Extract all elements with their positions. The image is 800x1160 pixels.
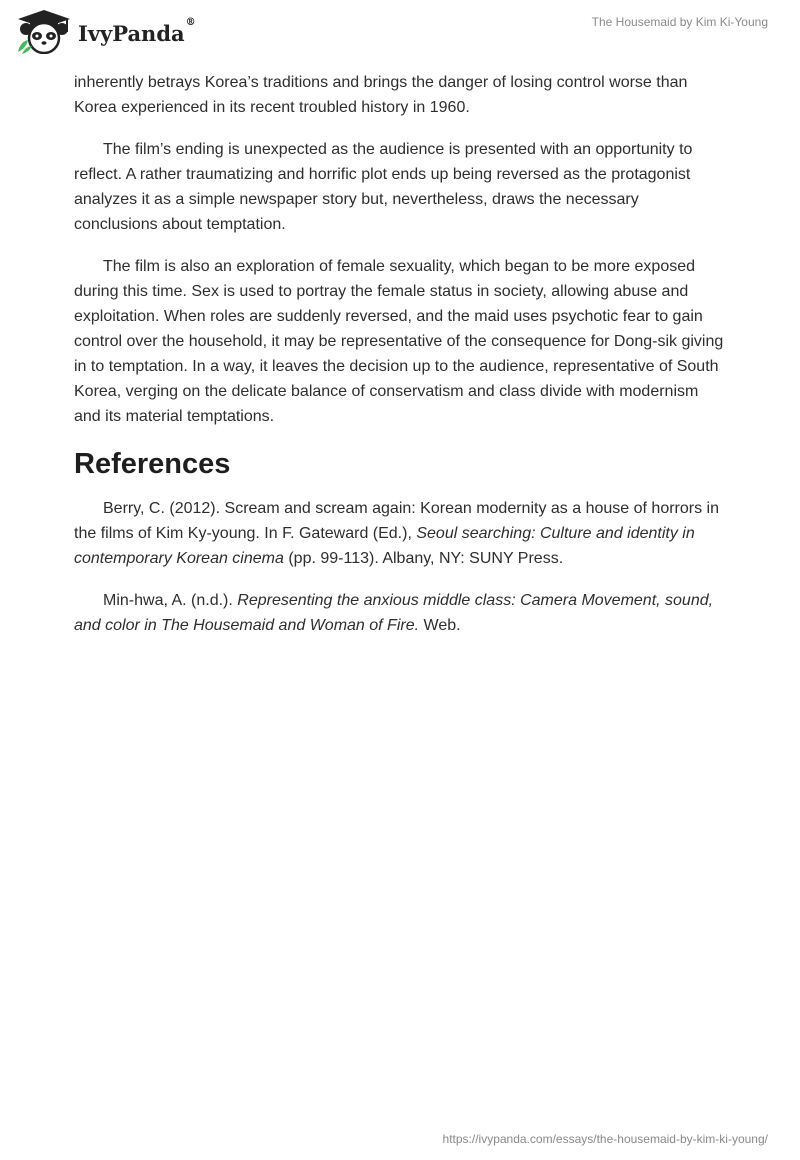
reference-entry	[74, 496, 726, 571]
paragraph-continued: inherently betrays Korea’s traditions and brings the danger of losing control worse than Korea experienced in its recent troubled history in 1960.	[74, 74, 688, 116]
page-header	[0, 0, 800, 70]
paragraph-female-sexuality: The film is also an exploration of female sexuality, which began to be more exposed during this time. Sex is used to portray the female status in society, allowing abuse and exploitation. When roles are suddenly reversed, and the maid uses psychotic fear to gain control over the household, it may be representative of the consequence for Dong-sik giving in to temptation. In a way, it leaves the decision up to the audience, representative of South Korea, verging on the delicate balance of conservatism and class divide with modernism and its material temptations.	[74, 258, 724, 425]
reference-text: Web.	[419, 617, 461, 634]
paragraph-ending: The film’s ending is unexpected as the audience is presented with an opportunity to reflect. A rather traumatizing and horrific plot ends up being reversed as the protagonist analyzes it as a simple newspaper story but, nevertheless, draws the necessary conclusions about temptation.	[74, 141, 693, 233]
reference-text: Berry, C. (2012). Scream and scream again: Korean modernity as a house of horrors in the films of Kim Ky-young. In F. Gateward (Ed.),	[74, 500, 719, 542]
brand-name: IvyPanda®	[78, 16, 196, 46]
reference-title: Representing the anxious middle class: Camera Movement, sound, and color in The Housemaid and Woman of Fire.	[74, 592, 714, 634]
reference-text: Min-hwa, A. (n.d.).	[103, 592, 238, 609]
document-title: The Housemaid by Kim Ki-Young	[591, 15, 768, 29]
reference-entry	[74, 588, 726, 638]
panda-logo-icon	[14, 8, 74, 54]
reference-text: (pp. 99-113). Albany, NY: SUNY Press.	[283, 550, 564, 567]
references-heading: References	[74, 448, 231, 480]
ivypanda-logo[interactable]	[14, 8, 196, 54]
source-url-link[interactable]: https://ivypanda.com/essays/the-housemaid-by-kim-ki-young/	[442, 1132, 768, 1146]
reference-title: Seoul searching: Culture and identity in contemporary Korean cinema	[74, 525, 695, 567]
essay-content	[74, 70, 726, 655]
